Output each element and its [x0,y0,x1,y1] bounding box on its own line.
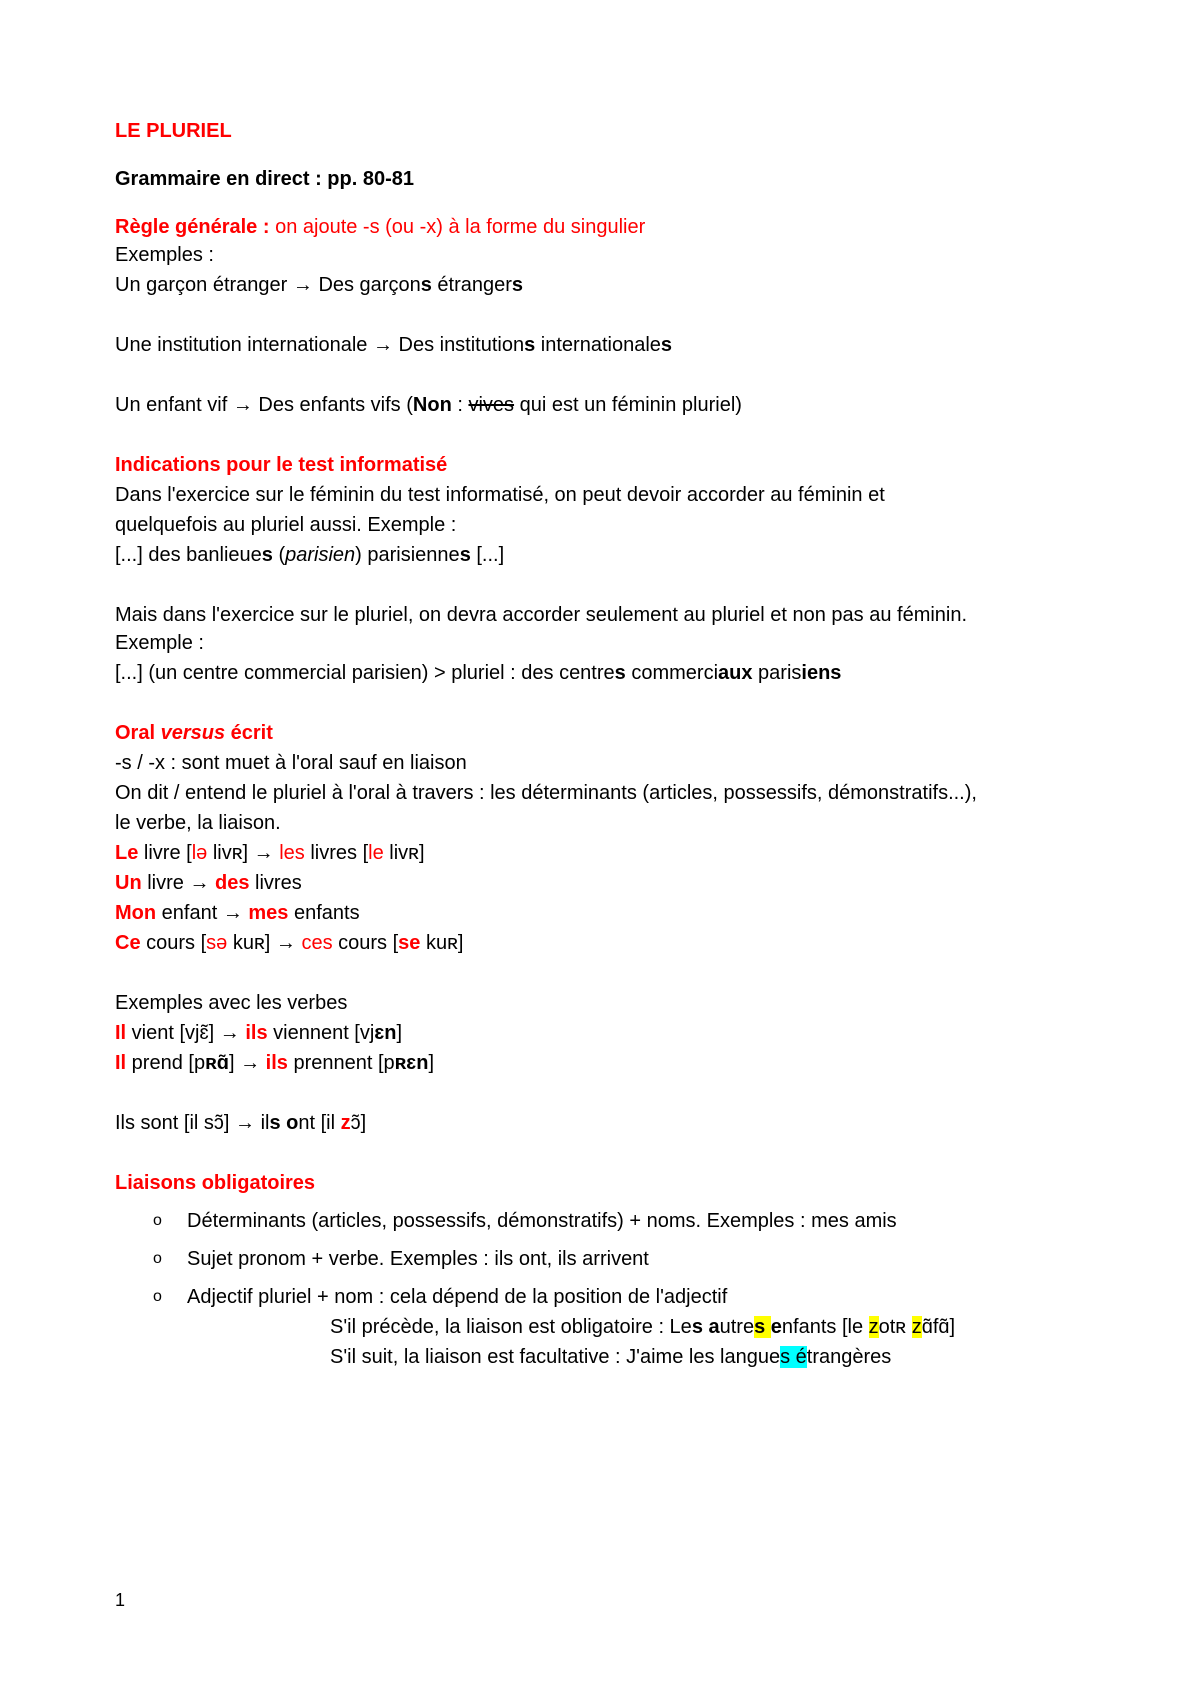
text: livre [ [138,842,192,864]
text: ɑ̃fɑ̃] [921,1316,956,1338]
text: otʀ [878,1316,912,1338]
text: livre → [141,872,216,894]
liaison-sub-1 [115,1314,1115,1340]
text-bold: s [261,544,273,566]
text: S'il suit, la liaison est facultative : J'aime les langue [330,1346,781,1368]
text: Un enfant vif → Des enfants vifs ( [115,394,413,416]
text-bold: s [511,274,524,296]
liaison-bullet-1 [115,1208,1115,1234]
text-red-bold: Il [115,1022,127,1044]
text-italic: versus [160,722,226,744]
text-bold: s [459,544,471,566]
bullet-text: Sujet pronom + verbe. Exemples : ils ont, ils arrivent [187,1248,649,1270]
bullet-marker: o [153,1288,162,1305]
text-red: sə [206,932,228,954]
text: ] → [228,1052,266,1074]
text: ) parisienne [355,544,460,566]
text-red-bold: ils [265,1052,288,1074]
text-bold: Non [412,394,452,416]
text: kuʀ] → [227,932,302,954]
text: livres [249,872,302,894]
text: enfant → [156,902,249,924]
text: étranger [431,274,512,296]
rule-label: Règle générale : [115,216,270,238]
text-red-bold: mes [248,902,289,924]
indications-example [115,542,504,568]
page-title: LE PLURIEL [115,120,232,142]
text: qui est un féminin pluriel) [514,394,742,416]
bullet-text: Déterminants (articles, possessifs, démonstratifs) + noms. Exemples : mes amis [187,1210,897,1232]
rule-example-3 [115,392,742,418]
rule-example-2 [115,332,672,358]
oral-l1: -s / -x : sont muet à l'oral sauf en liaison [115,752,467,774]
text: nfants [le [781,1316,869,1338]
oral-example-2 [115,870,302,896]
text: vient [vjɛ̃] → [126,1022,246,1044]
oral-example-3 [115,900,360,926]
text-red-bold: Mon [115,902,157,924]
text-red: le [368,842,384,864]
text: livres [ [304,842,369,864]
liaison-sub-2 [115,1344,1115,1370]
text-red-bold: Un [115,872,142,894]
text: [...] des banlieue [115,544,262,566]
oral-example-4 [115,930,464,956]
text-bold: s [269,1112,281,1134]
text: utre [719,1316,755,1338]
liaisons-heading: Liaisons obligatoires [115,1172,316,1194]
text-red: ces [301,932,333,954]
text-bold: o [286,1112,299,1134]
reference-line: Grammaire en direct : pp. 80-81 [115,168,415,190]
indications-p3: Mais dans l'exercice sur le pluriel, on devra accorder seulement au pluriel et non pas au féminin. [115,604,968,626]
text-bold: s [691,1316,703,1338]
text-bold: s [420,274,432,296]
text: kuʀ] [420,932,464,954]
text-italic: parisien [285,544,356,566]
text: paris [752,662,802,684]
text-bold: a [708,1316,720,1338]
text: [...] (un centre commercial parisien) > pluriel : des centre [115,662,615,684]
verb-example-2 [115,1050,434,1076]
liaison-bullet-3 [115,1284,1115,1310]
text-highlight: s [754,1316,766,1338]
text-bold: ɛn [374,1022,397,1044]
text: enfants [288,902,360,924]
text-red-bold: Le [115,842,139,864]
verb-example-3 [115,1110,366,1136]
text: S'il précède, la liaison est obligatoire : Le [330,1316,692,1338]
text: : [451,394,469,416]
bullet-marker: o [153,1250,162,1267]
oral-l3: le verbe, la liaison. [115,812,281,834]
sub-text [330,1344,891,1370]
text-red: les [279,842,305,864]
text: écrit [225,722,273,744]
indications-heading: Indications pour le test informatisé [115,454,448,476]
page-number: 1 [115,1590,126,1610]
text: prend [p [126,1052,206,1074]
text-struck: vives [468,394,515,416]
text: ] [428,1052,435,1074]
text: internationale [535,334,661,356]
text-bold: s [660,334,673,356]
liaison-bullet-2 [115,1246,1115,1272]
text-red-bold: Il [115,1052,127,1074]
oral-example-1 [115,840,425,866]
bullet-marker: o [153,1212,162,1229]
text-highlight: z [868,1316,879,1338]
text-highlight: s é [780,1346,807,1368]
text-bold: aux [718,662,753,684]
text-red-bold: z [340,1112,351,1134]
text: Oral [115,722,161,744]
text-red: lə [191,842,208,864]
text: commerci [625,662,719,684]
text-bold: iens [801,662,842,684]
text: Un garçon étranger → Des garçon [115,274,421,296]
text: Ils sont [il sɔ̃] → il [115,1112,270,1134]
text: nt [il [298,1112,341,1134]
text: cours [ [140,932,207,954]
text-bold: ʀɑ̃ [205,1052,229,1074]
text-highlight: z [911,1316,922,1338]
text: cours [ [332,932,399,954]
text: viennent [vj [267,1022,375,1044]
text-red-bold: ils [245,1022,268,1044]
verbs-heading: Exemples avec les verbes [115,992,348,1014]
text: ɔ̃] [350,1112,367,1134]
oral-heading [115,720,273,746]
text-red-bold: se [398,932,421,954]
text-bold: ʀɛn [394,1052,429,1074]
text: ( [272,544,286,566]
verb-example-1 [115,1020,402,1046]
examples-label: Exemples : [115,244,214,266]
bullet-text: Adjectif pluriel + nom : cela dépend de la position de l'adjectif [187,1286,728,1308]
text-bold: s [524,334,536,356]
text-red-bold: des [215,872,250,894]
indications-example-2 [115,660,841,686]
text: Une institution internationale → Des institution [115,334,525,356]
indications-p2: quelquefois au pluriel aussi. Exemple : [115,514,457,536]
text-bold: e [770,1316,782,1338]
rule-example-1 [115,272,523,298]
text: ] [396,1022,403,1044]
text: trangères [806,1346,892,1368]
text: [...] [470,544,505,566]
text: livʀ] [383,842,425,864]
rule-line [115,214,645,240]
oral-l2: On dit / entend le pluriel à l'oral à travers : les déterminants (articles, possessifs, démonstratifs...), [115,782,977,804]
text-red-bold: Ce [115,932,141,954]
rule-text: on ajoute -s (ou -x) à la forme du singulier [269,216,646,238]
sub-text [330,1314,955,1340]
indications-p1: Dans l'exercice sur le féminin du test informatisé, on peut devoir accorder au féminin et [115,484,885,506]
text-bold: s [614,662,626,684]
text: livʀ] → [207,842,280,864]
indications-p4: Exemple : [115,632,204,654]
text: prennent [p [287,1052,395,1074]
